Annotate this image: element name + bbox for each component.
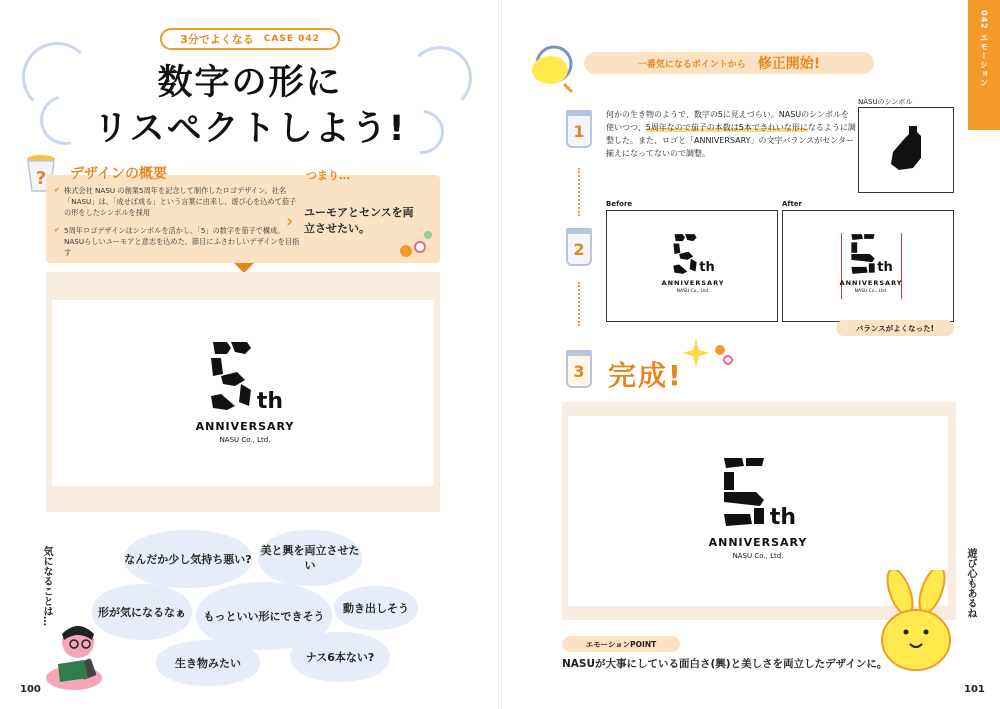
eggplant-five-mark-final: [720, 456, 768, 528]
logo-anniversary: ANNIVERSARY: [708, 536, 808, 549]
logo-company: NASU Co., Ltd.: [732, 552, 784, 560]
balance-note: バランスがよくなった!: [836, 320, 954, 336]
title-line-1: 数字の形に: [157, 63, 343, 103]
comment-bubble: 形が気になるなぁ: [92, 584, 192, 640]
design-summary: [46, 166, 440, 263]
anniversary-logo-before-small: [643, 233, 743, 294]
comment-bubble: もっといい形にできそう: [196, 582, 332, 650]
logo-suffix: th: [769, 505, 797, 530]
step-cup-icon: [566, 110, 592, 148]
step-number: 3: [573, 361, 585, 381]
logo-suffix: th: [877, 260, 893, 275]
before-label: Before: [606, 200, 633, 208]
arrow-right-icon: ›: [286, 211, 294, 232]
step-number: 1: [573, 121, 585, 141]
svg-text:?: ?: [35, 168, 47, 189]
person-with-phone-illustration: [44, 620, 108, 690]
logo-company: NASU Co., Ltd.: [676, 289, 710, 294]
side-note: 気になることは…: [41, 546, 52, 626]
anniversary-logo-before: [185, 340, 305, 444]
comment-bubble: ナス6本ない?: [290, 632, 390, 682]
anniversary-logo-final: [696, 456, 820, 560]
step-text-highlight: 5周年なので茄子の本数は5本できれいな形に: [645, 123, 808, 132]
candy-icon: [396, 227, 436, 261]
rabbit-note: 遊び心もあるね: [965, 548, 976, 618]
rabbit-illustration: [870, 570, 960, 680]
logo-company: NASU Co., Ltd.: [854, 289, 888, 294]
logo-suffix: th: [699, 260, 715, 275]
step-connector: [578, 168, 580, 216]
chapter-tab: 042 エモーション: [968, 0, 1000, 130]
summary-heading: デザインの概要: [70, 166, 168, 182]
after-box: [782, 210, 954, 322]
page-title: [60, 60, 440, 152]
symbol-box: [858, 107, 954, 193]
before-box: [606, 210, 778, 322]
eggplant-five-mark-before-small: [671, 233, 699, 275]
comment-bubble: 美と興を両立させたい: [258, 530, 362, 586]
emotion-point-label: エモーションPOINT: [562, 636, 680, 652]
step-cup-icon: [566, 228, 592, 266]
case-label: [160, 28, 340, 50]
step-text-part: なるように調整した。また、ロゴと「ANNIVERSARY」の文字バランスがセンター揃えになってないので調整。: [606, 123, 856, 158]
step-cup-icon: [566, 350, 592, 388]
eggplant-five-mark-before: [207, 340, 255, 412]
summary-item: ✔ 株式会社 NASU の創業5周年を記念して制作したロゴデザイン。社名「NASU」は、「成せば成る」という言葉に由来し、遊び心を込めて茄子の形をしたシンボルを採用: [64, 185, 302, 218]
logo-suffix: th: [256, 389, 284, 414]
step-connector: [578, 282, 580, 326]
case-number: CASE 042: [263, 34, 320, 44]
completion-heading: 完成!: [608, 359, 683, 392]
title-line-2: リスペクトしよう!: [93, 109, 407, 149]
step-description: [606, 108, 856, 160]
logo-anniversary: ANNIVERSARY: [839, 279, 903, 287]
right-page: [500, 0, 1000, 709]
banner-lead: 一番気になるポイントから: [637, 59, 746, 70]
logo-anniversary: ANNIVERSARY: [661, 279, 725, 287]
page-number: 101: [964, 684, 985, 695]
anniversary-logo-after-small: [821, 233, 921, 294]
eggplant-five-mark-after-small: [849, 233, 877, 275]
emotion-point-text: NASUが大事にしている面白さ(興)と美しさを両立したデザインに。: [562, 658, 888, 670]
banner-heading: 修正開始!: [757, 56, 821, 72]
symbol-label: NASUのシンボル: [858, 98, 913, 106]
case-title: 3分でよくなる: [180, 33, 254, 46]
step-number: 2: [573, 239, 585, 259]
after-label: After: [782, 200, 803, 208]
logo-company: NASU Co., Ltd.: [219, 436, 271, 444]
eggplant-symbol-icon: [859, 108, 955, 194]
logo-anniversary: ANNIVERSARY: [195, 420, 295, 433]
fix-banner: [584, 52, 874, 74]
lemon-lightbulb-icon: [524, 40, 580, 100]
summary-item: ✔ 5周年ロゴデザインはシンボルを活かし、「5」の数字を茄子で構成。NASUらしいユーモアと意志を込めた、節目にふさわしいデザインを目指す: [64, 225, 302, 258]
page-number: 100: [20, 684, 41, 695]
summary-conclusion: ユーモアとセンスを両立させたい。: [304, 206, 414, 235]
sparkle-icon: [676, 334, 736, 384]
comment-bubble: なんだか少し気持ち悪い?: [124, 530, 252, 588]
tsumari-label: つまり…: [306, 169, 350, 182]
comment-bubble: 動き出しそう: [334, 586, 418, 630]
step-text-part: 何かの生き物のようで、数字の5に見えづらい。NASUのシンボルを使いつつ、: [606, 110, 849, 132]
comment-bubble: 生き物みたい: [156, 640, 260, 686]
